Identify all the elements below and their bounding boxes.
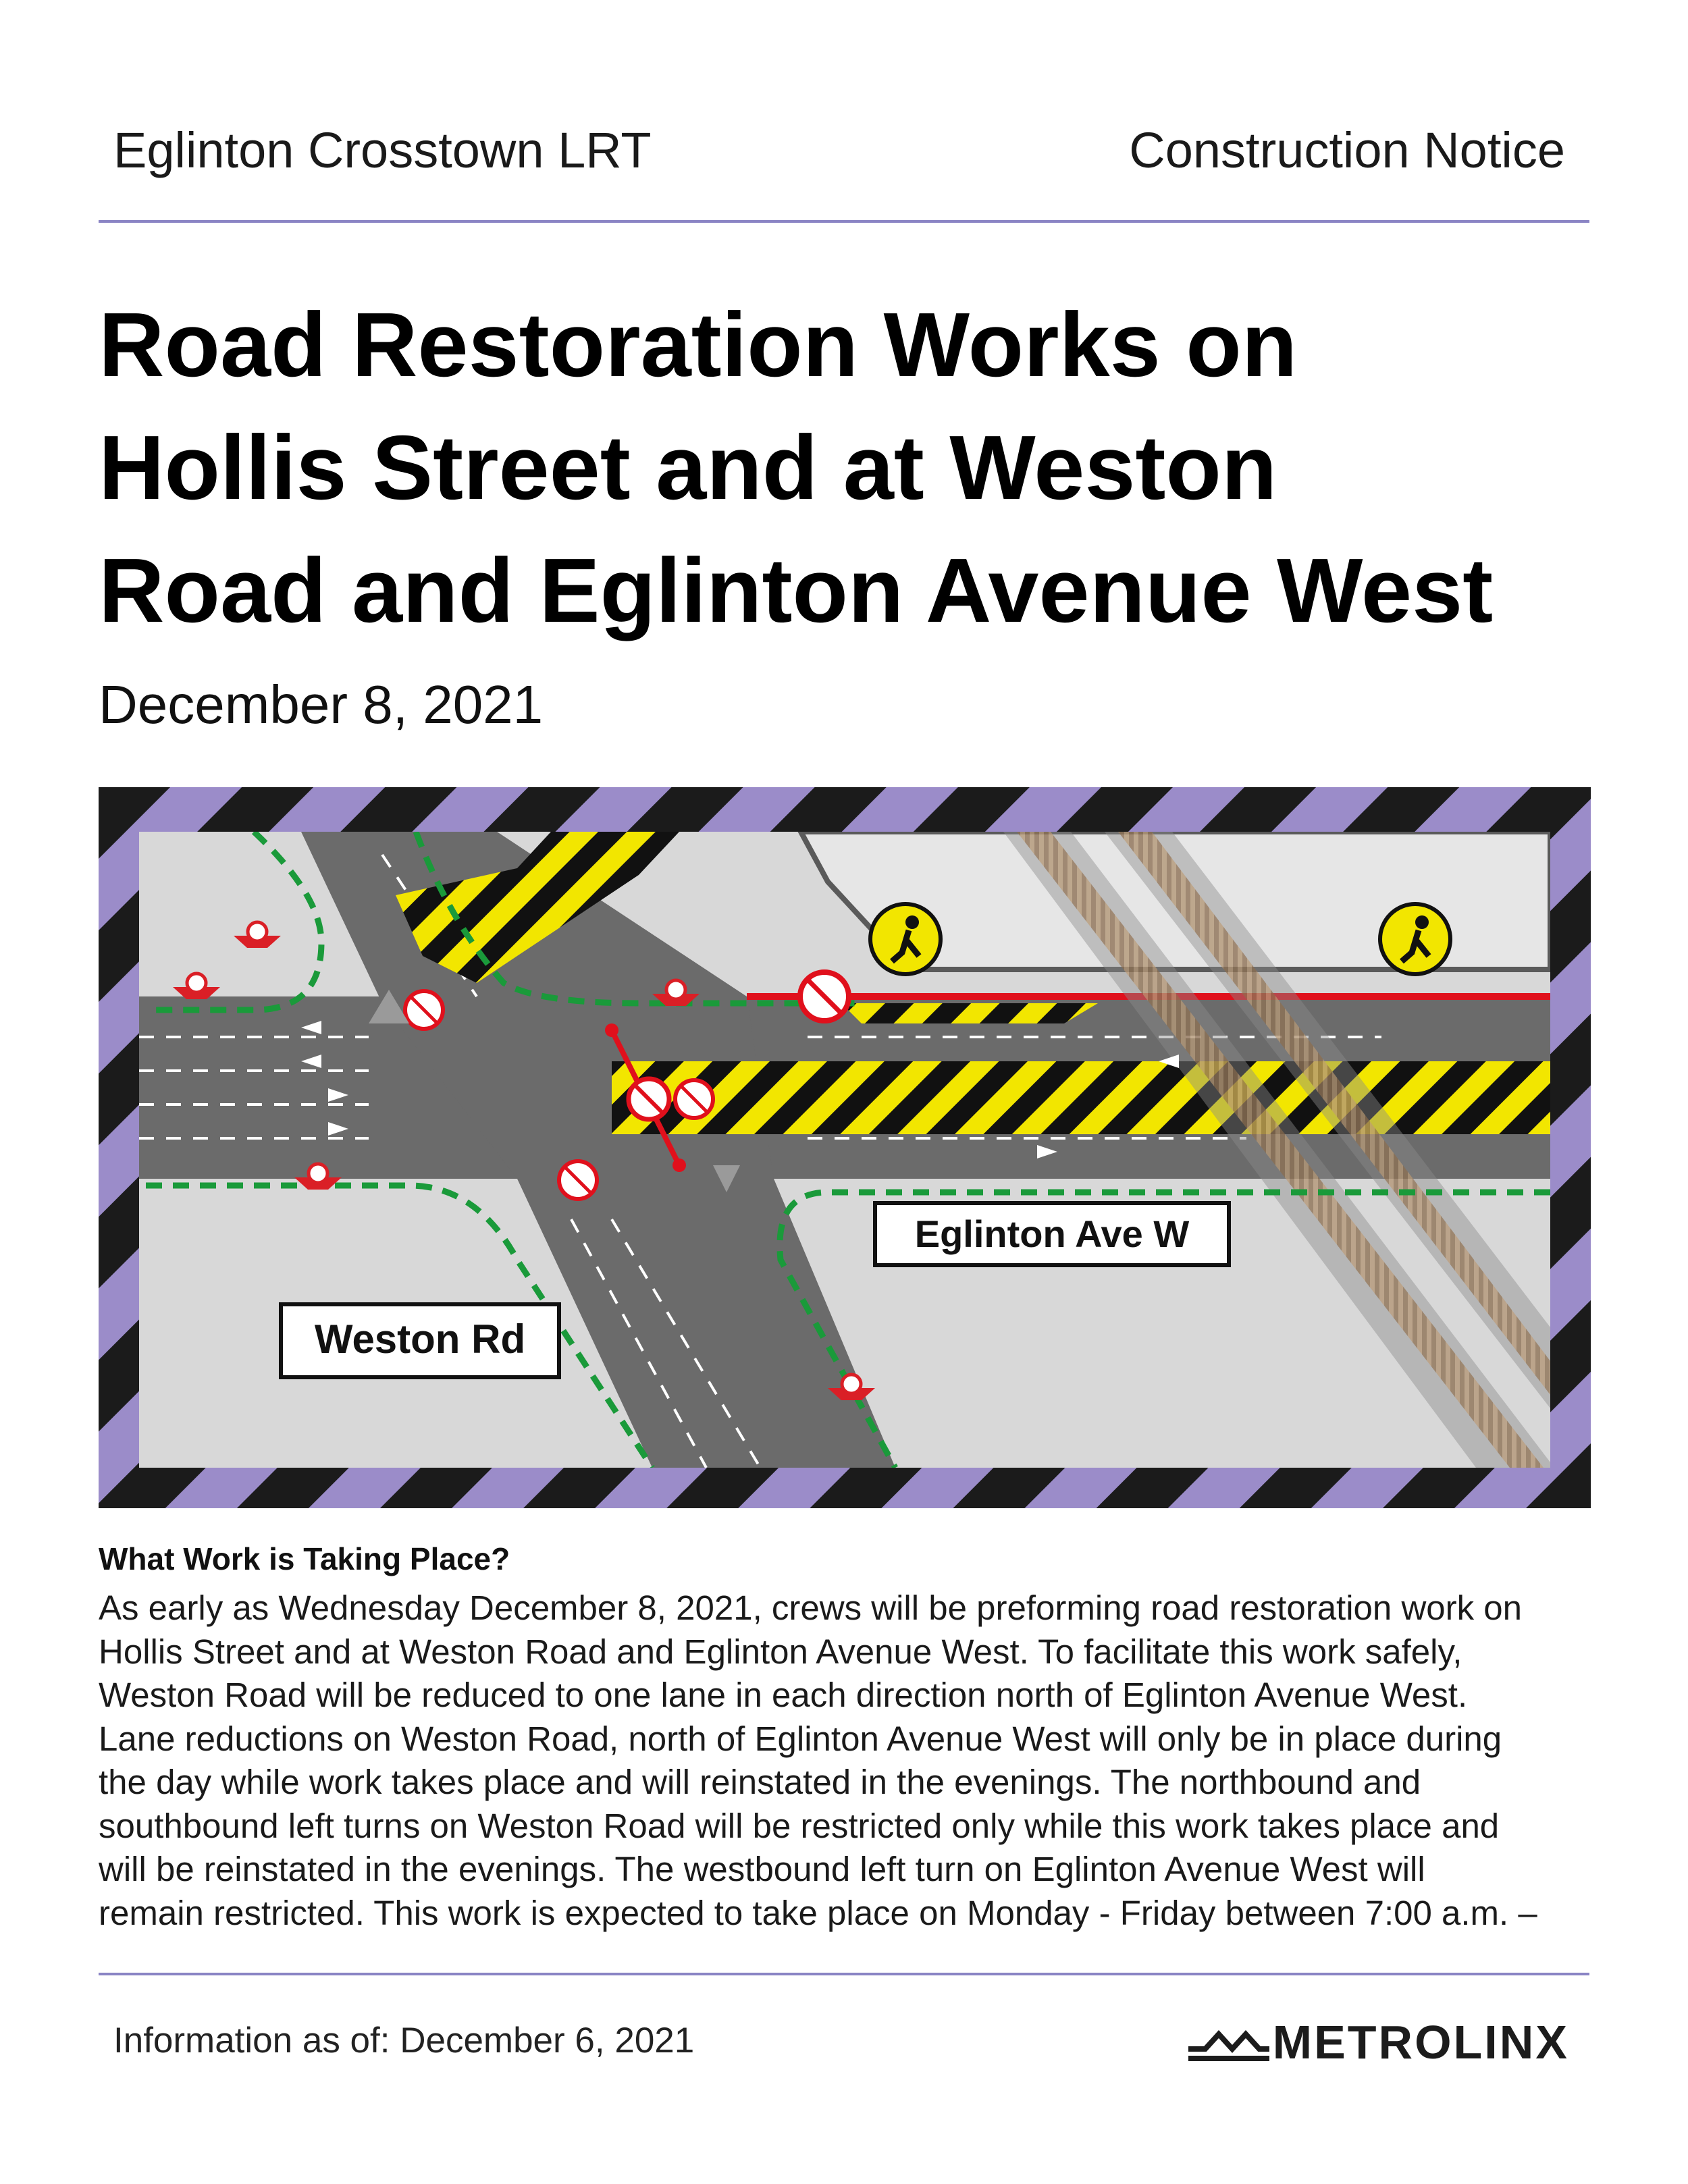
construction-map xyxy=(99,787,1591,1508)
worker-sign-icon xyxy=(1380,904,1450,974)
no-pedestrian-icon xyxy=(800,972,849,1021)
street-label-weston: Weston Rd xyxy=(314,1316,526,1362)
body-line: As early as Wednesday December 8, 2021, crews will be preforming road restoration work on xyxy=(99,1589,1523,1627)
header-notice-type: Construction Notice xyxy=(1129,122,1565,178)
footer-divider xyxy=(99,1973,1589,1975)
worker-sign-icon xyxy=(870,904,941,974)
body-line: the day while work takes place and will reinstated in the evenings. The northbound and xyxy=(99,1763,1421,1801)
no-left-turn-icon xyxy=(405,991,443,1029)
street-label-eglinton: Eglinton Ave W xyxy=(914,1213,1190,1255)
metrolinx-wordmark: METROLINX xyxy=(1272,2016,1569,2069)
section-heading: What Work is Taking Place? xyxy=(99,1541,510,1576)
notice-date: December 8, 2021 xyxy=(99,674,544,735)
info-date: Information as of: December 6, 2021 xyxy=(113,2021,695,2060)
title-line-3: Road and Eglinton Avenue West xyxy=(99,539,1494,641)
header-divider xyxy=(99,220,1589,223)
no-pedestrian-icon xyxy=(629,1079,669,1119)
header-project-name: Eglinton Crosstown LRT xyxy=(113,122,652,178)
metrolinx-logo xyxy=(1185,2015,1569,2069)
page-title xyxy=(99,284,1611,652)
title-line-1: Road Restoration Works on xyxy=(99,294,1298,396)
body-line: southbound left turns on Weston Road will be restricted only while this work takes place and xyxy=(99,1806,1500,1845)
metrolinx-mark-icon xyxy=(1185,2022,1273,2062)
body-line: Hollis Street and at Weston Road and Eglinton Avenue West. To facilitate this work safely, xyxy=(99,1632,1462,1671)
body-line: Weston Road will be reduced to one lane in each direction north of Eglinton Avenue West. xyxy=(99,1676,1468,1714)
no-left-turn-icon xyxy=(675,1080,713,1118)
body-line: Lane reductions on Weston Road, north of Eglinton Avenue West will only be in place during xyxy=(99,1719,1502,1758)
section-body xyxy=(99,1587,1604,1935)
no-left-turn-icon xyxy=(559,1161,597,1199)
title-line-2: Hollis Street and at Weston xyxy=(99,417,1277,518)
body-line: will be reinstated in the evenings. The westbound left turn on Eglinton Avenue West will xyxy=(99,1850,1425,1888)
body-line: remain restricted. This work is expected to take place on Monday - Friday between 7:00 a.m. – xyxy=(99,1893,1537,1932)
